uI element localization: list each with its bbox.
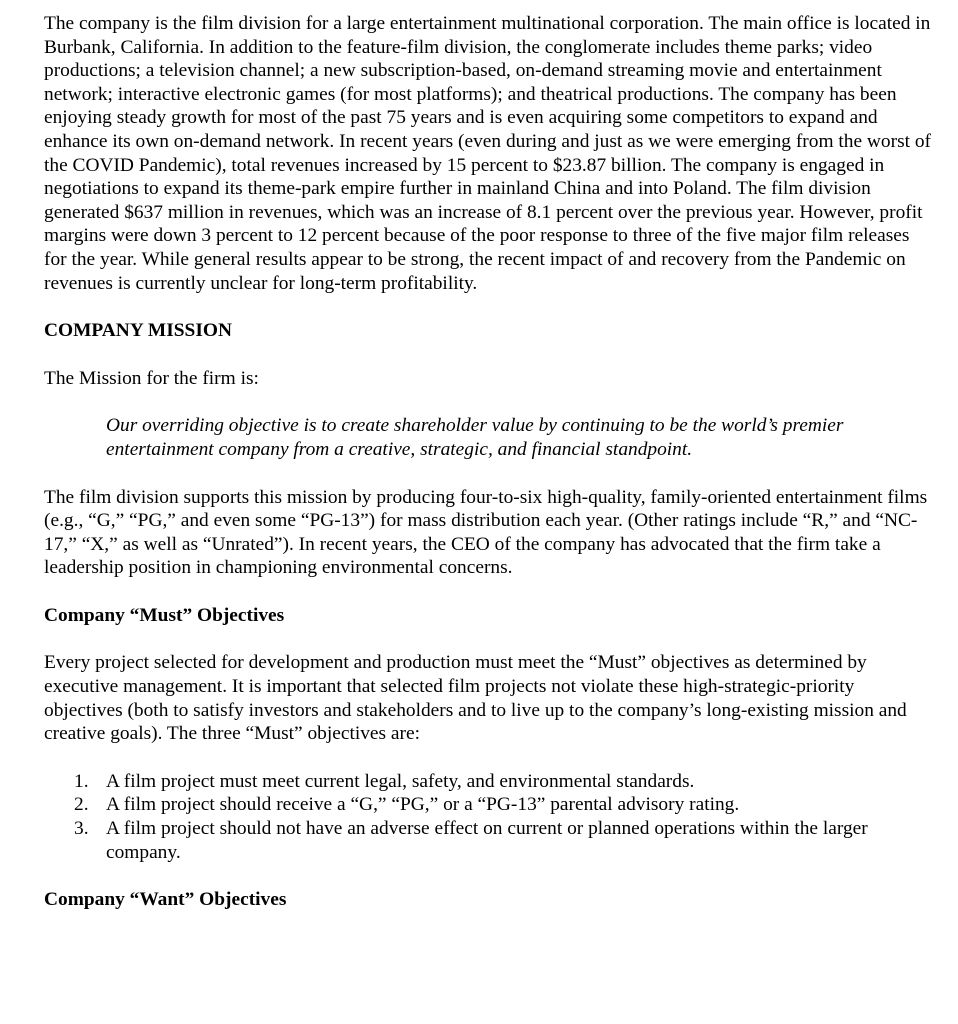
list-item: [44, 817, 934, 864]
list-item: [44, 793, 934, 817]
document-page: [44, 12, 934, 912]
mission-heading: COMPANY MISSION: [44, 320, 232, 342]
list-item-text: A film project should not have an adverse effect on current or planned operations within the larger company.: [106, 818, 868, 863]
must-objectives-paragraph: Every project selected for development and production must meet the “Must” objectives as determined by executive management. It is important that selected film projects not violate these high-strategic-priority objectives (both to satisfy investors and stakeholders and to live up to the company’s long-existing mission and creative goals). The three “Must” objectives are:: [44, 652, 907, 745]
list-item-number: 1.: [74, 770, 89, 792]
film-division-paragraph: The film division supports this mission by producing four-to-six high-quality, family-oriented entertainment films (e.g., “G,” “PG,” and even some “PG-13”) for mass distribution each year. (Other ratings include “R,” and “NC-17,” “X,” as well as “Unrated”). In recent years, the CEO of the company has advocated that the firm take a leadership position in championing environmental concerns.: [44, 486, 928, 579]
must-objectives-list: [44, 770, 934, 864]
mission-statement: Our overriding objective is to create shareholder value by continuing to be the world’s premier entertainment company from a creative, strategic, and financial standpoint.: [106, 415, 844, 460]
list-item-text: A film project should receive a “G,” “PG,” or a “PG-13” parental advisory rating.: [106, 794, 740, 816]
list-item-text: A film project must meet current legal, safety, and environmental standards.: [106, 770, 695, 792]
list-item: [44, 770, 934, 794]
must-objectives-heading: Company “Must” Objectives: [44, 604, 285, 626]
list-item-number: 2.: [74, 794, 89, 816]
mission-intro: The Mission for the firm is:: [44, 367, 259, 389]
want-objectives-heading: Company “Want” Objectives: [44, 889, 287, 911]
list-item-number: 3.: [74, 818, 89, 840]
intro-paragraph: The company is the film division for a large entertainment multinational corporation. The main office is located in Burbank, California. In addition to the feature-film division, the conglomerate includes theme parks; video productions; a television channel; a new subscription-based, on-demand streaming movie and entertainment network; interactive electronic games (for most platforms); and theatrical productions. The company has been enjoying steady growth for most of the past 75 years and is even acquiring some competitors to expand and enhance its own on-demand network. In recent years (even during and just as we were emerging from the worst of the COVID Pandemic), total revenues increased by 15 percent to $23.87 billion. The company is engaged in negotiations to expand its theme-park empire further in mainland China and into Poland. The film division generated $637 million in revenues, which was an increase of 8.1 percent over the previous year. However, profit margins were down 3 percent to 12 percent because of the poor response to three of the five major film releases for the year. While general results appear to be strong, the recent impact of and recovery from the Pandemic on revenues is currently unclear for long-term profitability.: [44, 13, 932, 294]
